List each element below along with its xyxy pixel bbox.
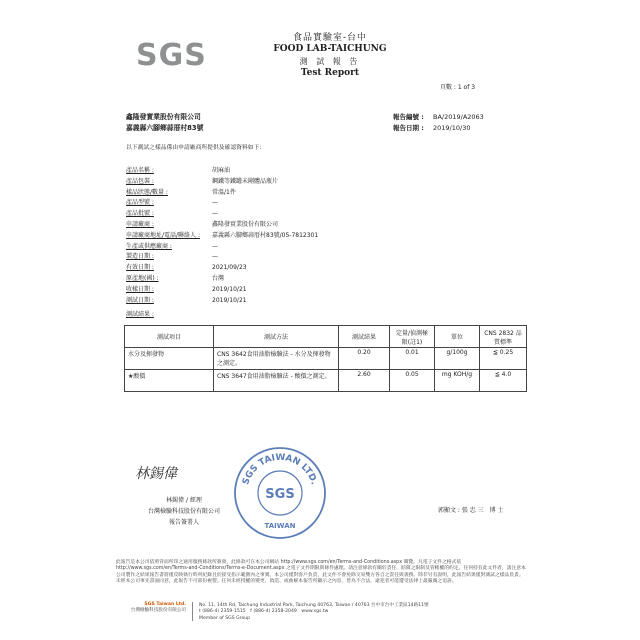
cell-unit: mg KOH/g [435, 370, 480, 392]
report-header [250, 30, 410, 78]
info-key: 測試日期 : [126, 296, 154, 304]
table-row [125, 348, 527, 370]
info-row [126, 274, 318, 285]
info-row [126, 220, 318, 231]
sgs-seal [233, 446, 327, 540]
info-row [126, 209, 318, 220]
footer-address: No. 11, 14th Rd, Taichung Industrial Park, Taichung 40763, Taiwan / 40763 台中市台中工業區14路11號 [199, 603, 429, 608]
col-header-standard: CNS 2832 品質標準 [480, 326, 527, 348]
info-row [126, 177, 318, 188]
customer-block [126, 112, 203, 134]
report-no-label: 報告編號 : [393, 113, 424, 121]
info-row [126, 166, 318, 177]
info-value: — [212, 210, 218, 218]
seal-bottom-text: TAIWAN [264, 522, 296, 530]
info-value: — [212, 199, 218, 207]
table-row [125, 370, 527, 392]
info-key: 申請廠商地址/電話/聯絡人 : [126, 231, 200, 239]
intro-text: 以下測試之樣品係由申請廠商所提供及確認資料如下: [126, 145, 262, 151]
results-table [124, 325, 527, 392]
info-value: 2019/10/21 [212, 285, 247, 293]
info-value: 常溫/1件 [212, 188, 236, 196]
info-key: 原產地(國) : [126, 274, 159, 282]
col-header-result: 測試結果 [339, 326, 390, 348]
info-row [126, 242, 318, 253]
report-meta [393, 112, 484, 134]
customer-name: 鑫隆發實業股份有限公司 [126, 113, 201, 121]
info-key: 產品名稱 : [126, 167, 154, 174]
info-value: — [212, 242, 218, 250]
info-key: 申請廠商 : [126, 220, 154, 228]
cell-item: ★酸價 [125, 370, 214, 392]
lab-name-cn: 食品實驗室-台中 [292, 33, 368, 43]
info-row [126, 285, 318, 296]
info-row [126, 198, 318, 209]
col-header-item: 測試項目 [125, 326, 214, 348]
col-header-unit: 單位 [435, 326, 480, 348]
page-number: 頁數 : 1 of 3 [440, 84, 476, 91]
info-row [126, 263, 318, 274]
sgs-logo [136, 36, 207, 76]
table-header-row [125, 326, 527, 348]
info-value: — [212, 253, 218, 261]
report-no-value: BA/2019/A2063 [433, 113, 484, 121]
signer-name: 林錫偉 / 經理 [166, 497, 202, 504]
footer-company: SGS Taiwan Ltd. [144, 602, 186, 607]
footer-terms: 此報告是本公司依照背面所印之通用服務條款所簽發，此條款可在本公司網站 http://www.sgs.com/en/Terms-and-Conditions.aspx 閱覽，凡電子文件之格式依 http://www.sgs.com/en/Terms-and-Conditions/Terms-e-Document.aspx 之電子文件期限與條件處理。請注意條款有關於責任、賠償之限制及管轄權的約定。任何持有此文件者，請注意本公司製作之結果報告書將僅反映執行時所紀錄且於接受指示範圍內之事實。本公司僅對客戶負責，此文件不會免除交易雙方各自之責任與義務。除非另有說明，此報告結果僅對測試之樣品負責。未經本公司事先書面同意，此報告不可部份複製。任何未經授權的變更、偽造、或曲解本報告所顯示之內容，皆為不合法，違犯者可能遭受法律上最嚴厲之追訴。 [116, 560, 526, 585]
handwritten-signature: 林錫偉 [135, 466, 177, 482]
report-date-value: 2019/10/30 [433, 124, 471, 132]
info-value: 台灣 [212, 274, 225, 282]
report-date-label: 報告日期 : [393, 124, 424, 132]
footer-company-cn: 台灣檢驗科技股份有限公司 [130, 608, 186, 613]
customer-address: 嘉義縣六腳鄉蒜厝村83號 [126, 124, 204, 132]
cell-result: 2.60 [339, 370, 390, 392]
cell-method: CNS 3647食用油脂檢驗法 - 酸價之測定。 [214, 370, 339, 392]
info-key: 收樣日期 : [126, 285, 154, 293]
approver-text: 郭顯文 : 張 忠 三 博 士 [438, 507, 504, 514]
info-key: 產品型號 : [126, 199, 154, 207]
cell-limit: 0.01 [390, 348, 435, 370]
cell-limit: 0.05 [390, 370, 435, 392]
info-row [126, 252, 318, 263]
info-value: 鋼鐵等鐵罐未剛體品瓶片 [212, 177, 279, 185]
seal-center-text: SGS [265, 487, 295, 502]
info-key: 產品批號 : [126, 210, 154, 218]
sgs-logo-text: SGS [136, 38, 207, 73]
results-title: 測試結果 : [126, 311, 154, 318]
signer-role: 報告簽署人 [169, 519, 200, 526]
info-row [126, 296, 318, 307]
info-key: 產品包裝 : [126, 177, 154, 185]
info-value: 2019/10/21 [212, 296, 247, 304]
cell-unit: g/100g [435, 348, 480, 370]
info-key: 樣品狀態/數量 : [126, 188, 168, 196]
footer-member: Member of SGS Group [199, 616, 251, 621]
cell-method: CNS 3642食用油脂檢驗法 - 水分及揮發物之測定。 [214, 348, 339, 370]
seal-ring-text: SGS TAIWAN LTD. [241, 452, 319, 487]
info-key: 有效日期 : [126, 264, 154, 272]
info-key: 製造日期 : [126, 253, 154, 261]
info-value: 嘉義縣六腳鄉蒜厝村83號/05-7812301 [212, 231, 319, 239]
report-title-cn: 測 試 報 告 [299, 57, 361, 66]
info-value: 鑫隆發實業股份有限公司 [212, 220, 279, 228]
col-header-method: 測試方法 [214, 326, 339, 348]
col-header-limit: 定量/偵測極限(註1) [390, 326, 435, 348]
info-row [126, 231, 318, 242]
lab-name-en: FOOD LAB-TAICHUNG [273, 44, 387, 54]
cell-standard: ≦ 0.25 [480, 348, 527, 370]
cell-item: 水分及揮發物 [125, 348, 214, 370]
signer-block [148, 495, 220, 528]
info-key: 生產或供應廠商 : [126, 242, 172, 250]
cell-result: 0.20 [339, 348, 390, 370]
info-row [126, 188, 318, 199]
cell-standard: ≦ 4.0 [480, 370, 527, 392]
sample-info [126, 166, 318, 306]
signer-company: 台灣檢驗科技股份有限公司 [148, 508, 221, 515]
report-title-en: Test Report [300, 68, 360, 78]
footer-contact [116, 602, 526, 621]
footer-phone: t (886-4) 2359-1515 f (886-4) 2358-2049 www.sgs.tw [199, 609, 329, 614]
info-value: 2021/09/23 [212, 264, 247, 272]
info-value: 胡麻油 [212, 167, 231, 174]
